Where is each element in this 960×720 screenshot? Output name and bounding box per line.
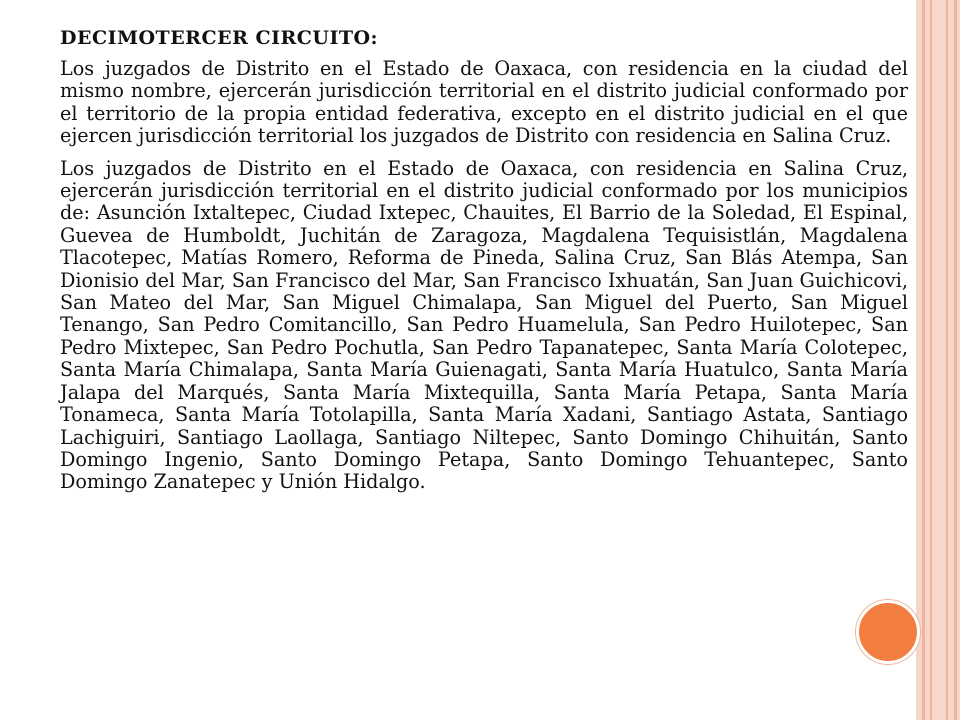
slide-content [60, 26, 908, 504]
slide-heading: DECIMOTERCER CIRCUITO: [60, 27, 379, 49]
decorative-side-border [916, 0, 960, 720]
border-stripe [954, 0, 957, 720]
paragraph-oaxaca: Los juzgados de Distrito en el Estado de Oaxaca, con residencia en la ciudad del mismo nombre, ejercerán jurisdicción territorial en el distrito judicial conformado por el territorio de la propia entidad federativa, excepto en el distrito judicial en el que ejercen jurisdicción territorial los juzgados de Distrito con residencia en Salina Cruz. [60, 57, 908, 148]
border-stripe [930, 0, 932, 720]
border-stripe [946, 0, 948, 720]
border-stripe [922, 0, 925, 720]
accent-circle [856, 600, 920, 664]
paragraph-salina-cruz: Los juzgados de Distrito en el Estado de Oaxaca, con residencia en Salina Cruz, ejercerán jurisdicción territorial en el distrito judicial conformado por los municipios de: Asunción Ixtaltepec, Ciudad Ixtepec, Chauites, El Barrio de la Soledad, El Espinal, Guevea de Humboldt, Juchitán de Zaragoza, Magdalena Tequisistlán, Magdalena Tlacotepec, Matías Romero, Reforma de Pineda, Salina Cruz, San Blás Atempa, San Dionisio del Mar, San Francisco del Mar, San Francisco Ixhuatán, San Juan Guichicovi, San Mateo del Mar, San Miguel Chimalapa, San Miguel del Puerto, San Miguel Tenango, San Pedro Comitancillo, San Pedro Huamelula, San Pedro Huilotepec, San Pedro Mixtepec, San Pedro Pochutla, San Pedro Tapanatepec, Santa María Colotepec, Santa María Chimalapa, Santa María Guienagati, Santa María Huatulco, Santa María Jalapa del Marqués, Santa María Mixtequilla, Santa María Petapa, Santa María Tonameca, Santa María Totolapilla, Santa María Xadani, Santiago Astata, Santiago Lachiguiri, Santiago Laollaga, Santiago Niltepec, Santo Domingo Chihuitán, Santo Domingo Ingenio, Santo Domingo Petapa, Santo Domingo Tehuantepec, Santo Domingo Zanatepec y Unión Hidalgo. [60, 156, 908, 494]
